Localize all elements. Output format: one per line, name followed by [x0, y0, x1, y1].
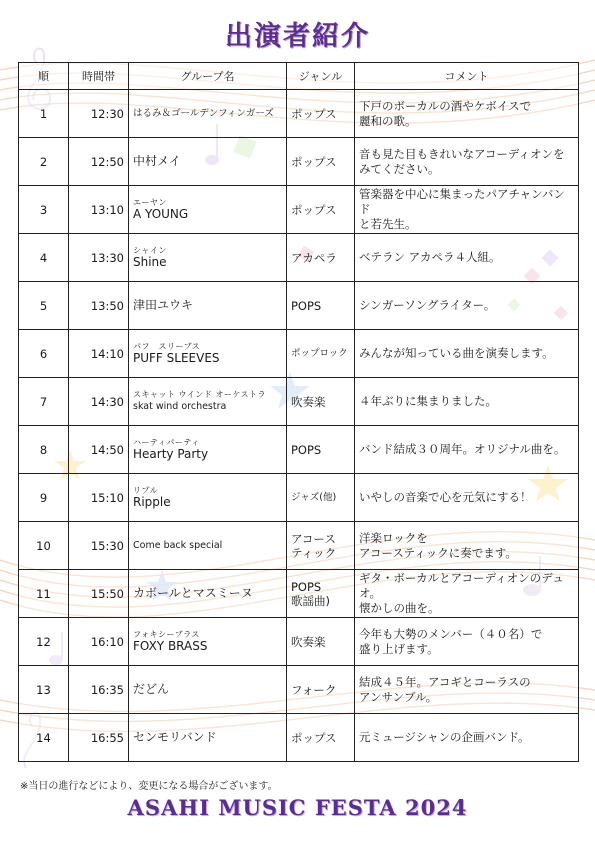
row-order: 13 — [19, 666, 69, 714]
row-comment — [355, 186, 579, 234]
table-row — [19, 234, 579, 282]
row-group-name: だどん — [133, 682, 170, 696]
row-group-cell — [129, 522, 287, 570]
table-row — [19, 666, 579, 714]
row-comment — [355, 234, 579, 282]
row-group-name: 中村メイ — [133, 154, 181, 168]
row-time: 12:30 — [69, 90, 129, 138]
row-time: 14:30 — [69, 378, 129, 426]
row-genre: ポップス — [287, 714, 355, 762]
row-comment — [355, 618, 579, 666]
row-comment-line: みんなが知っている曲を演奏します。 — [359, 346, 554, 360]
row-group-cell — [129, 618, 287, 666]
row-genre: POPS — [287, 282, 355, 330]
row-group-cell — [129, 666, 287, 714]
row-group-cell — [129, 90, 287, 138]
row-comment-line: 麗和の歌。 — [359, 113, 417, 128]
row-comment-line: いやしの音楽で心を元気にする！ — [359, 490, 532, 504]
row-group-name: はるみ＆ゴールデンフィンガーズ — [133, 108, 274, 119]
row-group-cell — [129, 426, 287, 474]
table-header-row — [19, 63, 579, 90]
header-group: グループ名 — [129, 63, 287, 90]
row-group-cell — [129, 378, 287, 426]
row-group-name: Ripple — [133, 494, 171, 509]
row-order: 4 — [19, 234, 69, 282]
row-genre: アコース ティック — [287, 522, 355, 570]
row-time: 15:50 — [69, 570, 129, 618]
performer-table — [18, 62, 579, 762]
row-order: 2 — [19, 138, 69, 186]
row-time: 14:10 — [69, 330, 129, 378]
row-genre: フォーク — [287, 666, 355, 714]
row-group-name: 津田ユウキ — [133, 298, 194, 312]
row-comment — [355, 282, 579, 330]
row-comment-line: アコースティックに奏でます。 — [359, 545, 517, 560]
header-order: 順 — [19, 63, 69, 90]
row-comment-line: 懐かしの曲を。 — [359, 601, 440, 615]
row-order: 5 — [19, 282, 69, 330]
row-order: 6 — [19, 330, 69, 378]
row-comment — [355, 714, 579, 762]
row-genre: ポップス — [287, 90, 355, 138]
festival-title: ASAHI MUSIC FESTA 2024 — [127, 795, 468, 820]
row-comment-line: 下戸のボーカルの酒やケボイスで — [359, 98, 532, 113]
row-group-name: Hearty Party — [133, 446, 209, 461]
row-comment-line: 洋楽ロックを — [359, 530, 428, 545]
schedule-note: ※当日の進行などにより、変更になる場合がございます。 — [20, 781, 278, 792]
table-row — [19, 330, 579, 378]
row-comment-line: 音も見た目もきれいなアコーディオンを — [359, 146, 565, 161]
row-comment-line: みてください。 — [359, 161, 440, 176]
row-group-name: Come back special — [133, 540, 223, 551]
row-comment-line: 今年も大勢のメンバー（４０名）で — [359, 626, 543, 641]
row-comment — [355, 330, 579, 378]
table-row — [19, 378, 579, 426]
row-comment — [355, 666, 579, 714]
row-time: 15:10 — [69, 474, 129, 522]
row-group-name: カボールとマスミーヌ — [133, 586, 253, 600]
row-genre: ジャズ(他) — [287, 474, 355, 522]
row-group-cell — [129, 138, 287, 186]
row-time: 13:30 — [69, 234, 129, 282]
table-row — [19, 90, 579, 138]
table-row — [19, 426, 579, 474]
row-comment-line: 盛り上げます。 — [359, 641, 439, 656]
row-group-name: FOXY BRASS — [133, 638, 208, 653]
row-group-cell — [129, 282, 287, 330]
row-group-name: skat wind orchestra — [133, 400, 227, 412]
row-comment — [355, 138, 579, 186]
row-time: 15:30 — [69, 522, 129, 570]
row-group-cell — [129, 186, 287, 234]
table-row — [19, 138, 579, 186]
row-genre: ポップス — [287, 138, 355, 186]
row-time: 13:50 — [69, 282, 129, 330]
row-order: 14 — [19, 714, 69, 762]
table-row — [19, 186, 579, 234]
row-group-name: PUFF SLEEVES — [133, 350, 220, 365]
header-time: 時間帯 — [69, 63, 129, 90]
table-row — [19, 474, 579, 522]
row-comment — [355, 90, 579, 138]
row-genre: POPS — [287, 426, 355, 474]
row-genre: 吹奏楽 — [287, 378, 355, 426]
row-comment — [355, 378, 579, 426]
row-group-reading: シャイン — [133, 245, 167, 255]
row-genre: アカペラ — [287, 234, 355, 282]
row-time: 13:10 — [69, 186, 129, 234]
row-order: 3 — [19, 186, 69, 234]
row-comment-line: アンサンブル。 — [359, 689, 438, 704]
row-comment-line: と若先生。 — [359, 217, 417, 231]
row-group-reading: スキャット ウインド オーケストラ — [133, 389, 267, 399]
table-row — [19, 618, 579, 666]
row-order: 12 — [19, 618, 69, 666]
row-time: 16:55 — [69, 714, 129, 762]
row-group-reading: フォキシーブラス — [133, 629, 200, 639]
row-group-cell — [129, 474, 287, 522]
row-group-cell — [129, 570, 287, 618]
row-order: 8 — [19, 426, 69, 474]
row-time: 16:35 — [69, 666, 129, 714]
row-comment-line: シンガーソングライター。 — [359, 298, 496, 312]
row-order: 9 — [19, 474, 69, 522]
row-group-reading: パフ スリーブス — [133, 341, 201, 351]
row-group-cell — [129, 714, 287, 762]
row-order: 11 — [19, 570, 69, 618]
row-comment-line: 元ミュージシャンの企画バンド。 — [359, 730, 530, 744]
header-comment: コメント — [355, 63, 579, 90]
row-group-name: センモリバンド — [133, 730, 217, 744]
table-row — [19, 522, 579, 570]
row-group-reading: エーヤン — [133, 197, 167, 207]
row-comment-line: ベテラン アカペラ４人組。 — [359, 250, 501, 264]
row-time: 12:50 — [69, 138, 129, 186]
table-row — [19, 282, 579, 330]
row-group-cell — [129, 330, 287, 378]
row-genre: POPS 歌謡曲) — [287, 570, 355, 618]
row-order: 10 — [19, 522, 69, 570]
row-genre: 吹奏楽 — [287, 618, 355, 666]
row-genre: ポップス — [287, 186, 355, 234]
row-time: 14:50 — [69, 426, 129, 474]
table-row — [19, 570, 579, 618]
row-comment — [355, 474, 579, 522]
row-genre: ポップロック — [287, 330, 355, 378]
row-group-reading: リプル — [133, 485, 159, 495]
header-genre: ジャンル — [287, 63, 355, 90]
row-comment-line: 管楽器を中心に集まったパアチャンバンド — [359, 187, 565, 216]
table-row — [19, 714, 579, 762]
row-comment-line: バンド結成３０周年。オリジナル曲を。 — [359, 442, 566, 456]
row-comment-line: ４年ぶりに集まりました。 — [359, 394, 497, 408]
row-group-name: Shine — [133, 254, 167, 269]
row-order: 1 — [19, 90, 69, 138]
row-group-name: A YOUNG — [133, 206, 189, 221]
row-comment — [355, 570, 579, 618]
row-comment-line: 結成４５年。アコギとコーラスの — [359, 674, 531, 689]
row-comment — [355, 426, 579, 474]
row-time: 16:10 — [69, 618, 129, 666]
row-comment-line: ギタ・ボーカルとアコーディオンのデュオ。 — [359, 571, 564, 600]
row-comment — [355, 522, 579, 570]
row-group-cell — [129, 234, 287, 282]
row-group-reading: ハーティパーティ — [133, 437, 200, 447]
row-order: 7 — [19, 378, 69, 426]
page-title: 出演者紹介 — [225, 21, 370, 52]
